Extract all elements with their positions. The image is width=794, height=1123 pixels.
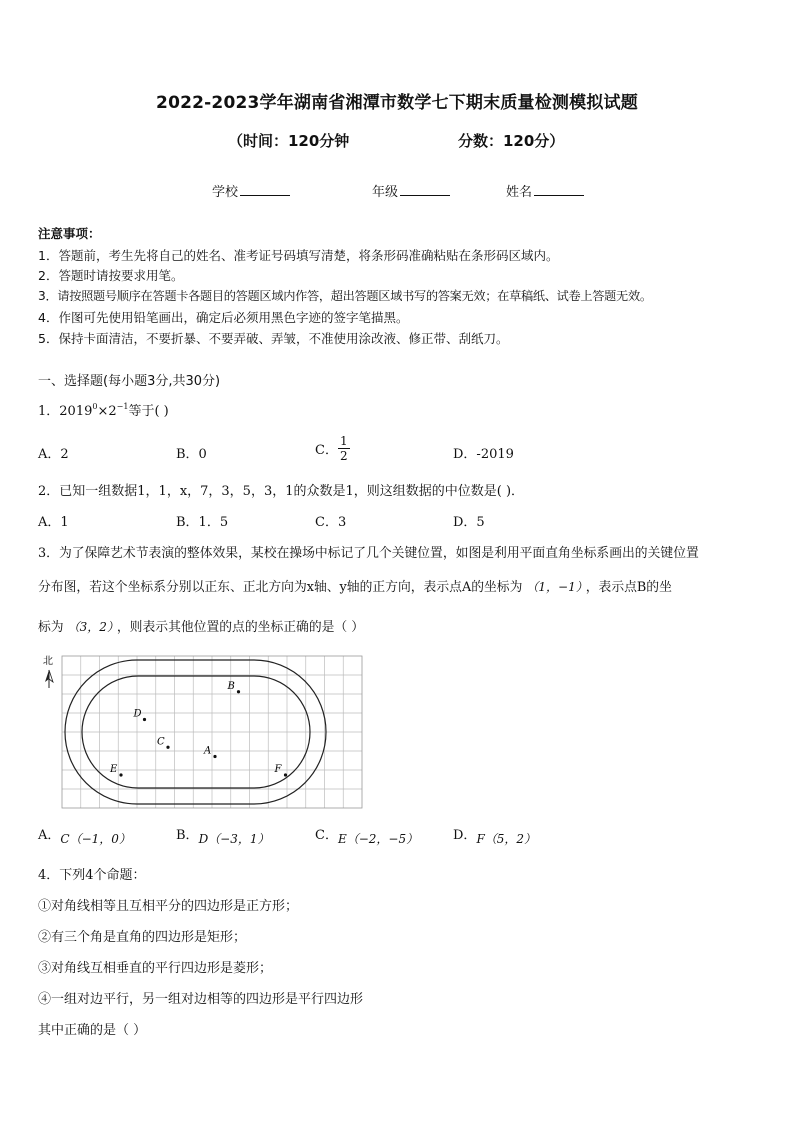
question-3-line3: 标为 （3，2） ，则表示其他位置的点的坐标正确的是（ ） [38,620,365,635]
notice-item: 3．请按照题号顺序在答题卡各题目的答题区域内作答，超出答题区域书写的答案无效；在草稿纸、试卷上答题无效。 [38,289,652,303]
point-b [237,690,240,693]
grade-field[interactable]: 年级 [372,181,450,200]
point-f [284,773,287,776]
point-label-e: E [110,764,118,775]
q2-option-d[interactable]: D．5 [453,515,485,530]
name-field[interactable]: 姓名 [506,181,584,200]
q2-option-c[interactable]: C．3 [315,515,347,530]
q3-option-d[interactable]: D．F（5，2） [453,828,537,846]
north-arrow-icon [45,670,53,688]
exam-time: （时间：120分钟 [228,132,350,150]
q1-option-d[interactable]: D．-2019 [453,447,514,462]
point-label-c: C [157,736,165,748]
section-heading: 一、选择题(每小题3分,共30分) [38,374,221,389]
question-4-intro: 4．下列4个命题： [38,868,146,883]
point-a [213,755,216,758]
grid-lines [62,656,362,808]
q1-option-a[interactable]: A．2 [38,447,69,462]
q4-proposition: ①对角线相等且互相平分的四边形是正方形； [38,899,299,914]
point-e [119,773,122,776]
page-title: 2022-2023学年湖南省湘潭市数学七下期末质量检测模拟试题 [156,93,638,113]
q1-option-b[interactable]: B．0 [176,447,207,462]
north-label: 北 [43,656,53,667]
q4-proposition: ③对角线互相垂直的平行四边形是菱形； [38,961,273,976]
notice-item: 4．作图可先使用铅笔画出，确定后必须用黑色字迹的签字笔描黑。 [38,310,409,325]
point-label-b: B [227,680,235,692]
q2-option-a[interactable]: A．1 [38,515,69,530]
notice-item: 5．保持卡面清洁，不要折暴、不要弄破、弄皱，不准使用涂改液、修正带、刮纸刀。 [38,331,509,346]
point-label-d: D [133,708,142,720]
q2-option-b[interactable]: B．1．5 [176,515,229,530]
q1-option-c[interactable]: C． $\frac{1}{2}$ [315,434,348,463]
point-label-a: A [204,745,212,757]
q3-option-a[interactable]: A．C（−1，0） [38,828,131,846]
question-3-line1: 3．为了保障艺术节表演的整体效果，某校在操场中标记了几个关键位置，如图是利用平面直角坐标系画出的关键位置 [38,546,699,561]
notice-item: 2．答题时请按要求用笔。 [38,268,184,283]
question-1: 1．$2019^0\times 2^{-1}$等于( ) [38,402,169,419]
point-label-f: F [274,764,282,775]
q4-proposition: ④一组对边平行，另一组对边相等的四边形是平行四边形 [38,992,364,1007]
notice-heading: 注意事项： [38,226,101,241]
exam-score: 分数：120分） [458,132,565,150]
q3-option-c[interactable]: C．E（−2，−5） [315,828,419,846]
question-4-ask: 其中正确的是（ ） [38,1023,147,1038]
key-points [109,681,287,777]
question-2: 2．已知一组数据1，1，x，7，3，5，3，1的众数是1，则这组数据的中位数是( )． [38,484,525,499]
question-3-line2: 分布图，若这个坐标系分别以正东、正北方向为x轴、y轴的正方向，表示点A的坐标为 （1，−1） ，表示点B的坐 [38,580,672,595]
notice-item: 1．答题前，考生先将自己的姓名、准考证号码填写清楚，将条形码准确粘贴在条形码区域内。 [38,248,559,263]
q4-proposition: ②有三个角是直角的四边形是矩形； [38,930,247,945]
position-grid-figure [38,652,368,812]
point-c [166,746,169,749]
q3-option-b[interactable]: B．D（−3，1） [176,828,270,846]
school-field[interactable]: 学校 [212,181,290,200]
point-d [143,718,146,721]
